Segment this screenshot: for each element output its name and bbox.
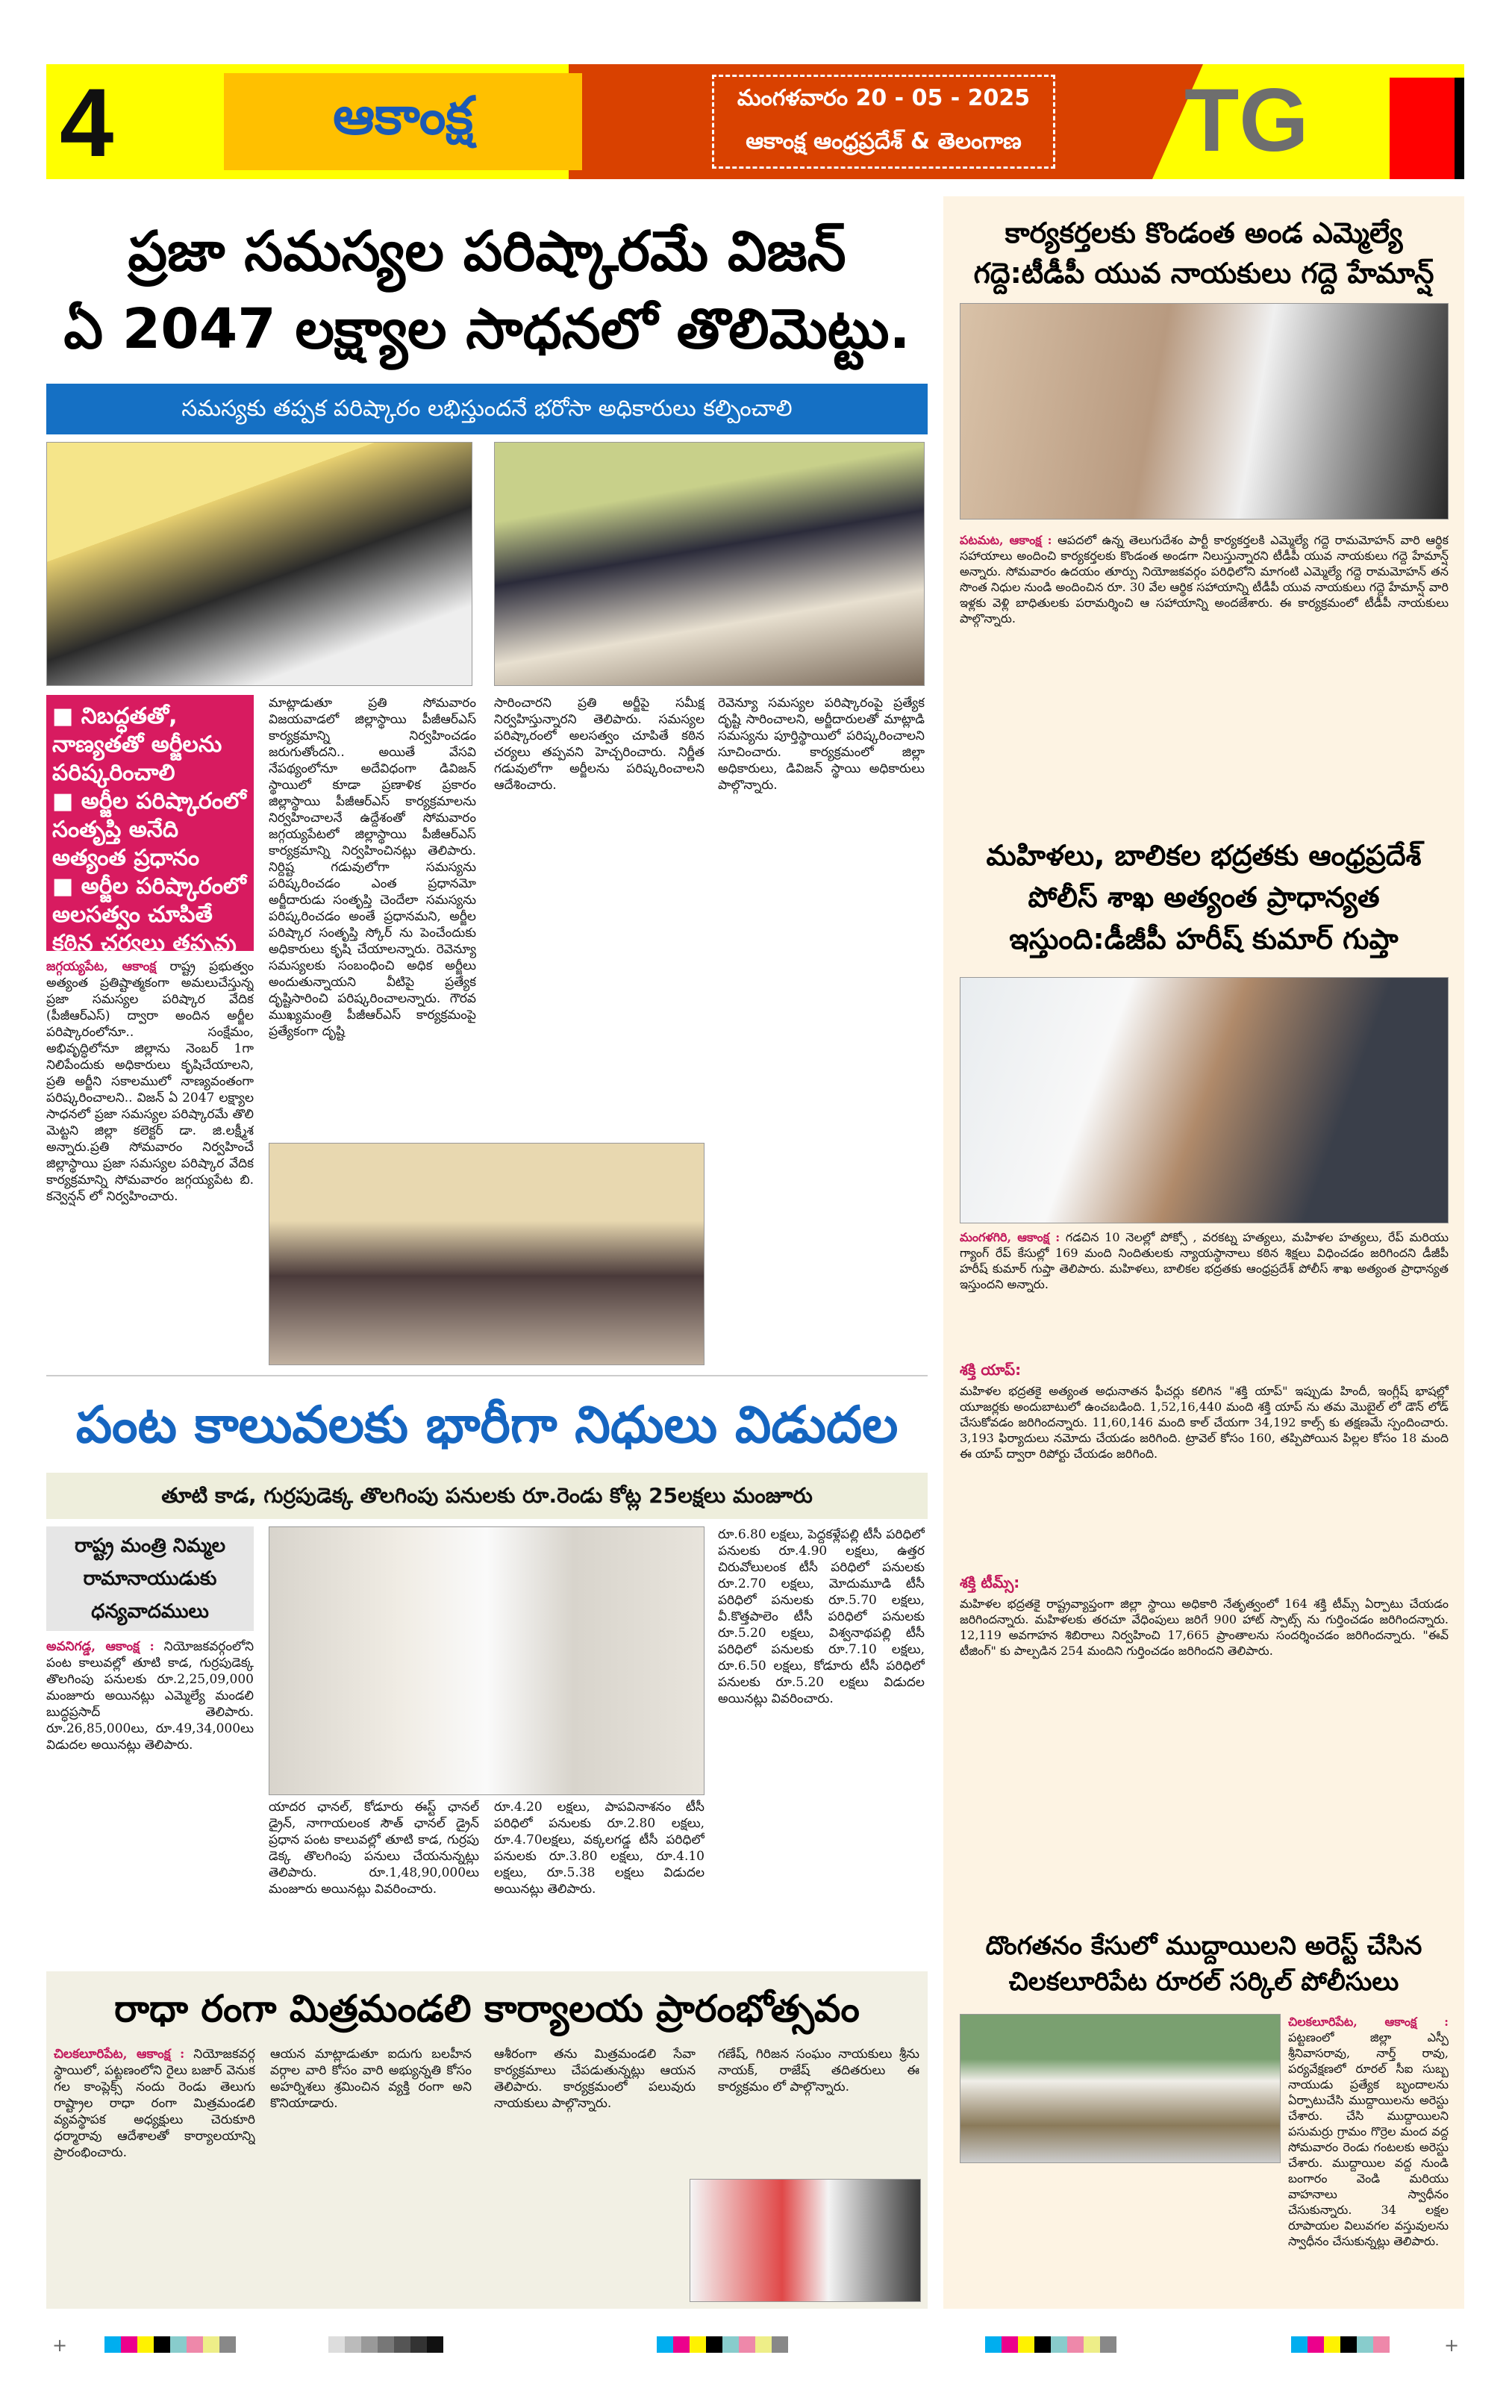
radha-headline: రాధా రంగా మిత్రమండలి కార్యాలయ ప్రారంభోత్సవం bbox=[114, 1987, 860, 2030]
dateline: మంగళగిరి, ఆకాంక్ష : bbox=[960, 1230, 1060, 1244]
dateline: పటమట, ఆకాంక్ష : bbox=[960, 533, 1052, 547]
thanks-box: రాష్ట్ర మంత్రి నిమ్మల రామానాయుడుకు ధన్యవాదములు bbox=[46, 1526, 254, 1631]
lead-highlights-box bbox=[46, 695, 254, 956]
photo-office-opening bbox=[690, 2179, 921, 2302]
dateline: చిలకలూరిపేట, ఆకాంక్ష : bbox=[1288, 2015, 1449, 2029]
dateline: జగ్గయ్యపేట, ఆకాంక్ష bbox=[46, 959, 157, 974]
lead-body-col3: సారించారని ప్రతి అర్జీపై సమీక్ష నిర్వహిస్తున్నారని తెలిపారు. సమస్యల పరిష్కారంలో అలసత్వం చూపితే కఠిన చర్యలు తప్పవని హెచ్చరించారు. నిర్ణీత గడువులోగా అర్జీలను పరిష్కరించాలని ఆదేశించారు. bbox=[494, 696, 705, 793]
radha-body-col3: ఆశీరంగా తను మిత్రమండలి సేవా కార్యక్రమాలు చేపడుతున్నట్లు ఆయన తెలిపారు. కార్యక్రమంలో పలువురు నాయకులు పాల్గొన్నారు. bbox=[494, 2047, 696, 2111]
issue-date: మంగళవారం 20 - 05 - 2025 bbox=[737, 85, 1031, 111]
canal-body-col4: రూ.6.80 లక్షలు, పెద్దకళ్లేపల్లి టీసీ పరిధిలో పనులకు రూ.4.90 లక్షలు, ఉత్తర చిరువోలులంక టీసీ పరిధిలో పనులకు రూ.2.70 లక్షలు, మోదుమూడి టీసీ పరిధిలో పనులకు రూ.5.70 లక్షలు, వీ.కొత్తపాలెం టీసీ పరిధిలో పనులకు రూ.5.20 లక్షలు, విశ్వనాథపల్లి టీసీ పరిధిలో పనులకు రూ.7.10 లక్షలు, రూ.6.50 లక్షలు, కోడూరు టీసీ పరిధిలో పనులకు రూ.5.20 లక్షలు విడుదల అయినట్లు వివరించారు. bbox=[718, 1527, 925, 1706]
police-headline: మహిళలు, బాలికల భద్రతకు ఆంధ్రప్రదేశ్ పోలీస్ శాఖ అత్యంత ప్రాధాన్యత ఇస్తుంది:డీజీపీ హరీష్ కుమార్ గుప్తా bbox=[986, 839, 1422, 955]
shakti-app-title: శక్తి యాప్: bbox=[960, 1361, 1022, 1379]
lead-headline-line1: ప్రజా సమస్యల పరిష్కారమే విజన్ bbox=[128, 219, 846, 284]
radha-body-col4: గణేష్, గిరిజన సంఘం నాయకులు శ్రీను నాయక్, రాజేష్ తదితరులు ఈ కార్యక్రమం లో పాల్గొన్నారు. bbox=[718, 2047, 919, 2094]
arrest-headline: దొంగతనం కేసులో ముద్దాయిలని అరెస్ట్ చేసిన చిలకలూరిపేట రూరల్ సర్కిల్ పోలీసులు bbox=[985, 1931, 1422, 1997]
radha-body-col2: ఆయన మాట్లాడుతూ ఐదుగు బలహీన వర్గాల వారి కోసం వారి అభ్యున్నతి కోసం అహర్నిశలు శ్రమించిన వ్యక్తి రంగా అని కొనియాడారు. bbox=[270, 2047, 472, 2111]
radha-section bbox=[46, 1971, 928, 2309]
edition-name: ఆకాంక్ష ఆంధ్రప్రదేశ్ & తెలంగాణ bbox=[746, 128, 1022, 155]
photo-arrested-accused bbox=[960, 2014, 1281, 2163]
color-bar bbox=[1291, 2336, 1390, 2353]
lead-body-col1: జగ్గయ్యపేట, ఆకాంక్ష రాష్ట్ర ప్రభుత్వం అత్యంత ప్రతిష్టాత్మకంగా అమలుచేస్తున్న ప్రజా సమస్యల పరిష్కార వేదిక (పీజీఆర్ఎస్) ద్వారా అందిన అర్జీల పరిష్కారంలోనూ.. సంక్షేమం, అభివృద్ధిలోనూ జిల్లాను నెంబర్ 1గా నిలిపేందుకు అధికారులు కృషిచేయాలని, ప్రతి అర్జీని సకాలములో నాణ్యవంతంగా పరిష్కరించాలని.. విజన్ ఏ 2047 లక్ష్యాల సాధనలో ప్రజా సమస్యల పరిష్కారమే తొలి మెట్టని జిల్లా కలెక్టర్ డా. జి.లక్ష్మీశ అన్నారు.ప్రతి సోమవారం నిర్వహించే జిల్లాస్థాయి ప్రజా సమస్యల పరిష్కార వేదిక కార్యక్రమాన్ని సోమవారం జగ్గయ్యపేట బి. కన్వెన్షన్ లో నిర్వహించారు. bbox=[46, 959, 254, 1204]
mla-headline: కార్యకర్తలకు కొండంత అండ ఎమ్మెల్యే గద్దె:టీడీపీ యువ నాయకులు గద్దె హేమాన్ష్ bbox=[973, 216, 1434, 290]
photo-collector-speaking bbox=[46, 442, 472, 686]
dateline: అవనిగడ్డ, ఆకాంక్ష : bbox=[46, 1639, 154, 1654]
mla-body: పటమట, ఆకాంక్ష : ఆపదలో ఉన్న తెలుగుదేశం పార్టీ కార్యకర్తలకి ఎమ్మెల్యే గద్దె రామమోహన్ వారి ఆర్థిక సహాయాలు అందించి కార్యకర్తలకు కొండంత అండగా నిలుస్తున్నారని టీడీపీ యువ నాయకులు గద్దె హేమాన్ష్ అన్నారు. సోమవారం ఉదయం తూర్పు నియోజకవర్గం పరిధిలోని మాగంటి ఎమ్మెల్యే గద్దె రామమోహన్ తన సొంత నిధుల నుండి అందించిన రూ. 30 వేల ఆర్థిక సహాయాన్ని టీడీపీ యువ నాయకులు గద్దె హేమాన్ష్ వారి ఇళ్లకు వెళ్లి బాధితులకు పరామర్శించి ఆ సహాయాన్ని అందజేశారు. ఈ కార్యక్రమంలో టీడీపీ నాయకులు పాల్గొన్నారు. bbox=[960, 533, 1449, 626]
canal-body-col1: అవనిగడ్డ, ఆకాంక్ష : నియోజకవర్గంలోని పంట కాలువల్లో తూటి కాడ, గుర్రపుడెక్క తొలగింపు పనులకు రూ.2,25,09,000 మంజూరు అయినట్లు ఎమ్మెల్యే మండలి బుద్ధప్రసాద్ తెలిపారు. రూ.26,85,000లు, రూ.49,34,000లు విడుదల అయినట్లు తెలిపారు. bbox=[46, 1639, 254, 1753]
photo-audience-hall bbox=[269, 1143, 705, 1365]
masthead bbox=[46, 64, 1464, 179]
lead-headline-line2: ఏ 2047 లక్ష్యాల సాధనలో తొలిమెట్టు. bbox=[63, 297, 910, 361]
highlight-item: ■ నిబద్ధతతో, నాణ్యతతో అర్జీలను పరిష్కరించాలి bbox=[52, 703, 222, 786]
police-body: మంగళగిరి, ఆకాంక్ష : గడచిన 10 నెలల్లో పోక్సో , వరకట్న హత్యలు, మహిళల హత్యలు, రేప్ మరియు గ్యాంగ్ రేప్ కేసుల్లో 169 మంది నిందితులకు న్యాయస్థానాలు కఠిన శిక్షలు విధించడం జరిగిందని డీజీపీ హరీష్ కుమార్ గుప్తా తెలిపారు. మహిళలు, బాలికల భద్రతకు ఆంధ్రప్రదేశ్ పోలీస్ శాఖ అత్యంత ప్రాధాన్యత ఇస్తుందని అన్నారు. bbox=[960, 1230, 1449, 1291]
canal-subhead: తూటి కాడ, గుర్రపుడెక్క తొలగింపు పనులకు రూ.రెండు కోట్ల 25లక్షలు మంజూరు bbox=[46, 1473, 928, 1519]
shakti-teams-title: శక్తి టీమ్స్: bbox=[960, 1573, 1020, 1591]
canal-body-col2: యాదర ఛానల్, కోడూరు ఈస్ట్ ఛానల్ డ్రైన్, నాగాయలంక సౌత్ ఛానల్ డ్రైన్ ప్రధాన పంట కాలువల్లో తూటి కాడ, గుర్రపు డెక్క తొలగింపు పనులు చేయనున్నట్లు తెలిపారు. రూ.1,48,90,000లు మంజూరు అయినట్లు వివరించారు. bbox=[269, 1800, 479, 1897]
arrest-body: చిలకలూరిపేట, ఆకాంక్ష : పట్టణంలో జిల్లా ఎస్పీ శ్రీనివాసరావు, నార్త్ రావు, పర్యవేక్షణలో రూరల్ సీఐ సుబ్బ నాయుడు ప్రత్యేక బృందాలను ఏర్పాటుచేసి ముద్దాయిలను అరెస్టు చేశారు. చేసి ముద్దాయిలని పసుమర్రు గ్రామం గొర్రెల మంద వద్ద సోమవారం రెండు గంటలకు అరెస్టు చేశారు. ముద్దాయిల వద్ద నుండి బంగారం వెండి మరియు వాహనాలు స్వాధీనం చేసుకున్నారు. 34 లక్షల రూపాయల విలువగల వస్తువులను స్వాధీనం చేసుకున్నట్లు తెలిపారు. bbox=[1288, 2015, 1449, 2248]
edition-code: TG bbox=[1184, 70, 1309, 170]
photo-mla-aid bbox=[960, 303, 1449, 520]
registration-mark-icon: + bbox=[52, 2335, 68, 2356]
color-bar bbox=[104, 2336, 236, 2353]
dateline: చిలకలూరిపేట, ఆకాంక్ష : bbox=[54, 2047, 185, 2062]
date-box bbox=[712, 75, 1055, 169]
right-column bbox=[943, 196, 1464, 2309]
grey-bar bbox=[328, 2336, 443, 2353]
lead-body-col2: మాట్లాడుతూ ప్రతి సోమవారం విజయవాడలో జిల్లాస్థాయి పీజీఆర్ఎస్ కార్యక్రమాన్ని నిర్వహించడం జరుగుతోందని.. అయితే వేసవి నేపథ్యంలోనూ అదేవిధంగా డివిజన్ స్థాయిలో కూడా ప్రణాళిక ప్రకారం జిల్లాస్థాయి పీజీఆర్ఎస్ కార్యక్రమాలను నిర్వహించాలనే ఉద్దేశంతో సోమవారం జగ్గయ్యపేటలో జిల్లాస్థాయి పీజీఆర్ఎస్ కార్యక్రమాన్ని నిర్వహించినట్లు తెలిపారు. నిర్దిష్ట గడువులోగా సమస్యను పరిష్కరించడం ఎంత ప్రధానమో అర్జీదారుడు సంతృప్తి చెందేలా సమస్యను పరిష్కరించడం అంతే ప్రధానమని, అర్జీల పరిష్కార సంతృప్తి స్కోర్ ను పెంచేందుకు అధికారులు కృషి చేయాలన్నారు. రెవెన్యూ సమస్యలకు సంబంధించి అధిక అర్జీలు అందుతున్నాయని వీటిపై ప్రత్యేక దృష్టిసారించి పరిష్కరించాలన్నారు. గౌరవ ముఖ్యమంత్రి పీజీఆర్ఎస్ కార్యక్రమంపై ప్రత్యేకంగా దృష్టి bbox=[269, 696, 476, 1039]
photo-officials-meeting bbox=[494, 442, 925, 686]
lead-body-col4: రెవెన్యూ సమస్యల పరిష్కారంపై ప్రత్యేక దృష్టి సారించాలని, అర్జీదారులతో మాట్లాడి సమస్యను పూర్తిస్థాయిలో పరిష్కరించాలని సూచించారు. కార్యక్రమంలో జిల్లా అధికారులు, డివిజన్ స్థాయి అధికారులు పాల్గొన్నారు. bbox=[718, 696, 925, 793]
highlight-item: ■ అర్జీల పరిష్కారంలో అలసత్వం చూపితే కఠిన చర్యలు తప్పవు bbox=[52, 873, 246, 956]
radha-body-col1: చిలకలూరిపేట, ఆకాంక్ష : నియోజకవర్గ స్థాయిలో, పట్టణంలోని రైలు బజార్ వెనుక గల కాంప్లెక్స్ నందు రెండు తెలుగు రాష్ట్రాల రాధా రంగా మిత్రమండలి వ్యవస్థాపక అధ్యక్షులు చెరుకూరి ధర్మారావు ఆదేశాలతో కార్యాలయాన్ని ప్రారంభించారు. bbox=[54, 2047, 255, 2160]
registration-mark-icon: + bbox=[1444, 2335, 1460, 2356]
color-bar bbox=[657, 2336, 788, 2353]
shakti-teams-body: మహిళల భద్రతకై రాష్ట్రవ్యాప్తంగా జిల్లా స్థాయి అధికారి నేతృత్వంలో 164 శక్తి టీమ్స్ ఏర్పాటు చేయడం జరిగిందన్నారు. మహిళలకు తరచూ వేధింపులు జరిగే 900 హాట్ స్పాట్స్ ను గుర్తించడం జరిగిందన్నారు. 12,119 అవగాహన శిబిరాలు నిర్వహించి 17,665 ప్రాంతాలను సందర్శించడం జరిగిందన్నారు. "ఈవ్ టీజింగ్" కు పాల్పడిన 254 మందిని గుర్తించడం జరిగిందని తెలిపారు. bbox=[960, 1597, 1449, 1658]
newspaper-logo: ఆకాంక్ష bbox=[224, 73, 582, 170]
canal-headline: పంట కాలువలకు భారీగా నిధులు విడుదల bbox=[75, 1396, 899, 1455]
lead-headline bbox=[46, 213, 928, 368]
lead-subhead: సమస్యకు తప్పక పరిష్కారం లభిస్తుందనే భరోసా అధికారులు కల్పించాలి bbox=[46, 384, 928, 434]
photo-minister-portrait bbox=[269, 1526, 705, 1795]
canal-body-col3: రూ.4.20 లక్షలు, పాపవినాశనం టీసీ పరిధిలో పనులకు రూ.2.80 లక్షలు, రూ.4.70లక్షలు, వక్కలగడ్డ టీసీ పరిధిలో పనులకు రూ.3.80 లక్షలు, రూ.4.10 లక్షలు, రూ.5.38 లక్షలు విడుదల అయినట్లు తెలిపారు. bbox=[494, 1800, 705, 1897]
shakti-app-body: మహిళల భద్రతకై అత్యంత అధునాతన ఫీచర్లు కలిగిన "శక్తి యాప్" ఇప్పుడు హిందీ, ఇంగ్లీష్ భాషల్లో యూజర్లకు అందుబాటులో ఉంచబడింది. 1,52,16,440 మంది శక్తి యాప్ ను తమ మొబైల్ లో డౌన్ లోడ్ చేసుకోవడం జరిగిందన్నారు. 11,60,146 మంది కాల్ చేయగా 34,192 కాల్స్ కు తక్షణమే స్పందించారు. 3,193 ఫిర్యాదులు నమోదు చేయడం జరిగింది. ట్రావెల్ కోసం 160, తప్పిపోయిన పిల్లల కోసం 18 మంది ఈ యాప్ ద్వారా రిపోర్టు చేయడం జరిగింది. bbox=[960, 1384, 1449, 1461]
highlight-item: ■ అర్జీల పరిష్కారంలో సంతృప్తి అనేది అత్యంత ప్రధానం bbox=[52, 788, 246, 871]
page-number: 4 bbox=[60, 68, 114, 177]
photo-dgp-portrait bbox=[960, 977, 1449, 1223]
divider bbox=[46, 1375, 928, 1376]
flag-block bbox=[1390, 78, 1464, 179]
color-bar bbox=[985, 2336, 1116, 2353]
